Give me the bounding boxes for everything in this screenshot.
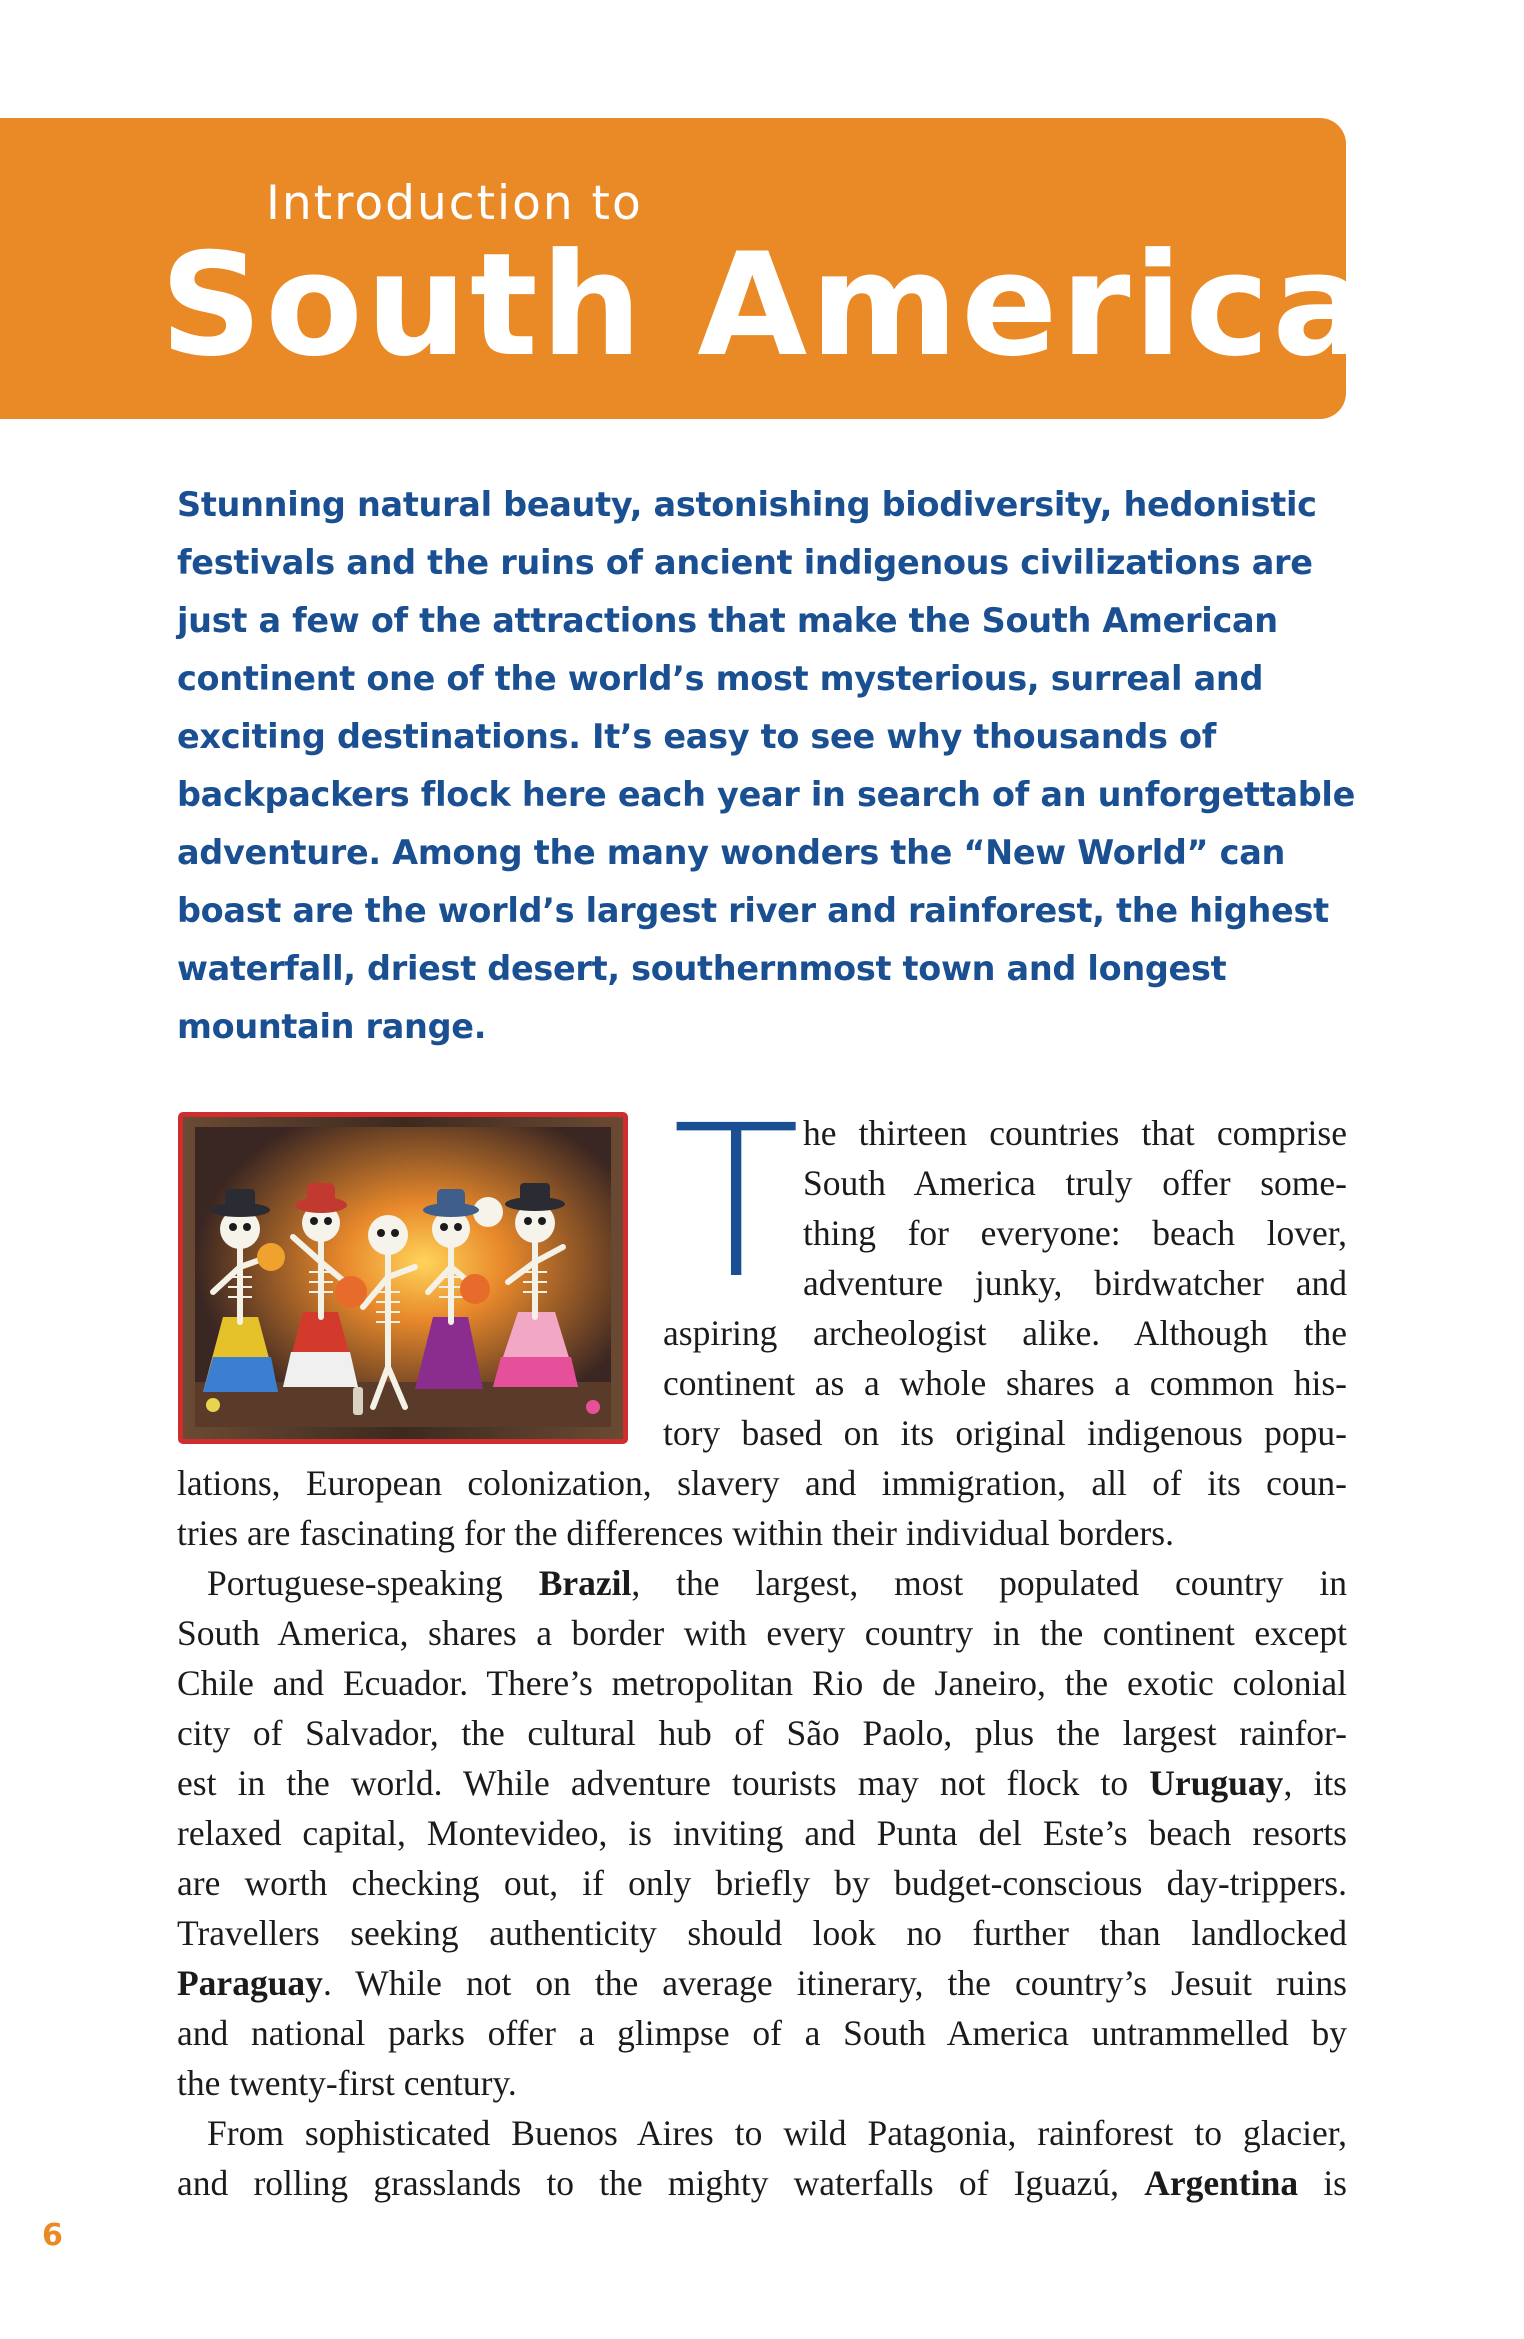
- body-text-run: , its: [1283, 1763, 1347, 1803]
- body-line: From sophisticated Buenos Aires to wild Patagonia, rainforest to glacier,: [207, 2113, 1347, 2153]
- lead-line: exciting destinations. It’s easy to see why thousands of: [177, 717, 1217, 756]
- country-name-paraguay: Paraguay: [177, 1963, 323, 2003]
- lead-line: boast are the world’s largest river and rainforest, the highest: [177, 891, 1329, 930]
- lead-line: waterfall, driest desert, southernmost town and longest: [177, 949, 1227, 988]
- body-line: aspiring archeologist alike. Although the: [663, 1313, 1347, 1353]
- body-line: Travellers seeking authenticity should look no further than landlocked: [177, 1913, 1347, 1953]
- lead-paragraph: [177, 476, 1356, 1056]
- body-line: tory based on its original indigenous popu-: [663, 1413, 1347, 1453]
- body-line: South America truly offer some-: [803, 1163, 1347, 1203]
- country-name-brazil: Brazil: [538, 1563, 632, 1603]
- body-text-run: Portuguese-speaking: [207, 1563, 503, 1603]
- page-number: 6: [42, 2218, 63, 2253]
- body-line-uruguay: [177, 1758, 1347, 1808]
- body-text-run: and rolling grasslands to the mighty waterfalls of Iguazú,: [177, 2163, 1120, 2203]
- body-line: and national parks offer a glimpse of a South America untrammelled by: [177, 2013, 1347, 2053]
- title-banner: [0, 118, 1372, 419]
- lead-line: just a few of the attractions that make the South American: [177, 601, 1278, 640]
- drop-cap: T: [672, 1080, 801, 1325]
- body-line-paraguay: [177, 1958, 1347, 2008]
- body-text: [177, 1108, 1347, 2208]
- body-line: the twenty-first century.: [177, 2063, 517, 2103]
- body-line: are worth checking out, if only briefly by budget-conscious day-trippers.: [177, 1863, 1347, 1903]
- body-line: adventure junky, birdwatcher and: [803, 1263, 1347, 1303]
- lead-line: backpackers flock here each year in search of an unforgettable: [177, 775, 1356, 814]
- body-line: thing for everyone: beach lover,: [803, 1213, 1347, 1253]
- body-text-run: . While not on the average itinerary, the country’s Jesuit ruins: [322, 1963, 1347, 2003]
- body-line: city of Salvador, the cultural hub of São Paolo, plus the largest rainfor-: [177, 1713, 1347, 1753]
- body-line-brazil: [177, 1558, 1347, 1608]
- title-subtitle: Introduction to: [266, 176, 643, 231]
- lead-line: adventure. Among the many wonders the “New World” can: [177, 833, 1286, 872]
- body-line: Chile and Ecuador. There’s metropolitan Rio de Janeiro, the exotic colonial: [177, 1663, 1347, 1703]
- country-name-argentina: Argentina: [1144, 2163, 1299, 2203]
- body-text-run: , the largest, most populated country in: [631, 1563, 1347, 1603]
- lead-line: festivals and the ruins of ancient indigenous civilizations are: [177, 543, 1313, 582]
- body-line: South America, shares a border with every country in the continent except: [177, 1613, 1347, 1653]
- body-line: he thirteen countries that comprise: [803, 1113, 1347, 1153]
- body-line: lations, European colonization, slavery and immigration, all of its coun-: [177, 1463, 1347, 1503]
- body-line-argentina: [177, 2158, 1347, 2208]
- body-line: continent as a whole shares a common his-: [663, 1363, 1347, 1403]
- lead-line: continent one of the world’s most mysterious, surreal and: [177, 659, 1264, 698]
- body-text-run: is: [1298, 2163, 1347, 2203]
- body-text-run: est in the world. While adventure tourists may not flock to: [177, 1763, 1129, 1803]
- lead-line: mountain range.: [177, 1007, 487, 1046]
- lead-line: Stunning natural beauty, astonishing biodiversity, hedonistic: [177, 485, 1317, 524]
- country-name-uruguay: Uruguay: [1149, 1763, 1284, 1803]
- page-title: South America: [160, 223, 1372, 388]
- body-line: relaxed capital, Montevideo, is inviting and Punta del Este’s beach resorts: [177, 1813, 1347, 1853]
- body-line: tries are fascinating for the differences within their individual borders.: [177, 1513, 1174, 1553]
